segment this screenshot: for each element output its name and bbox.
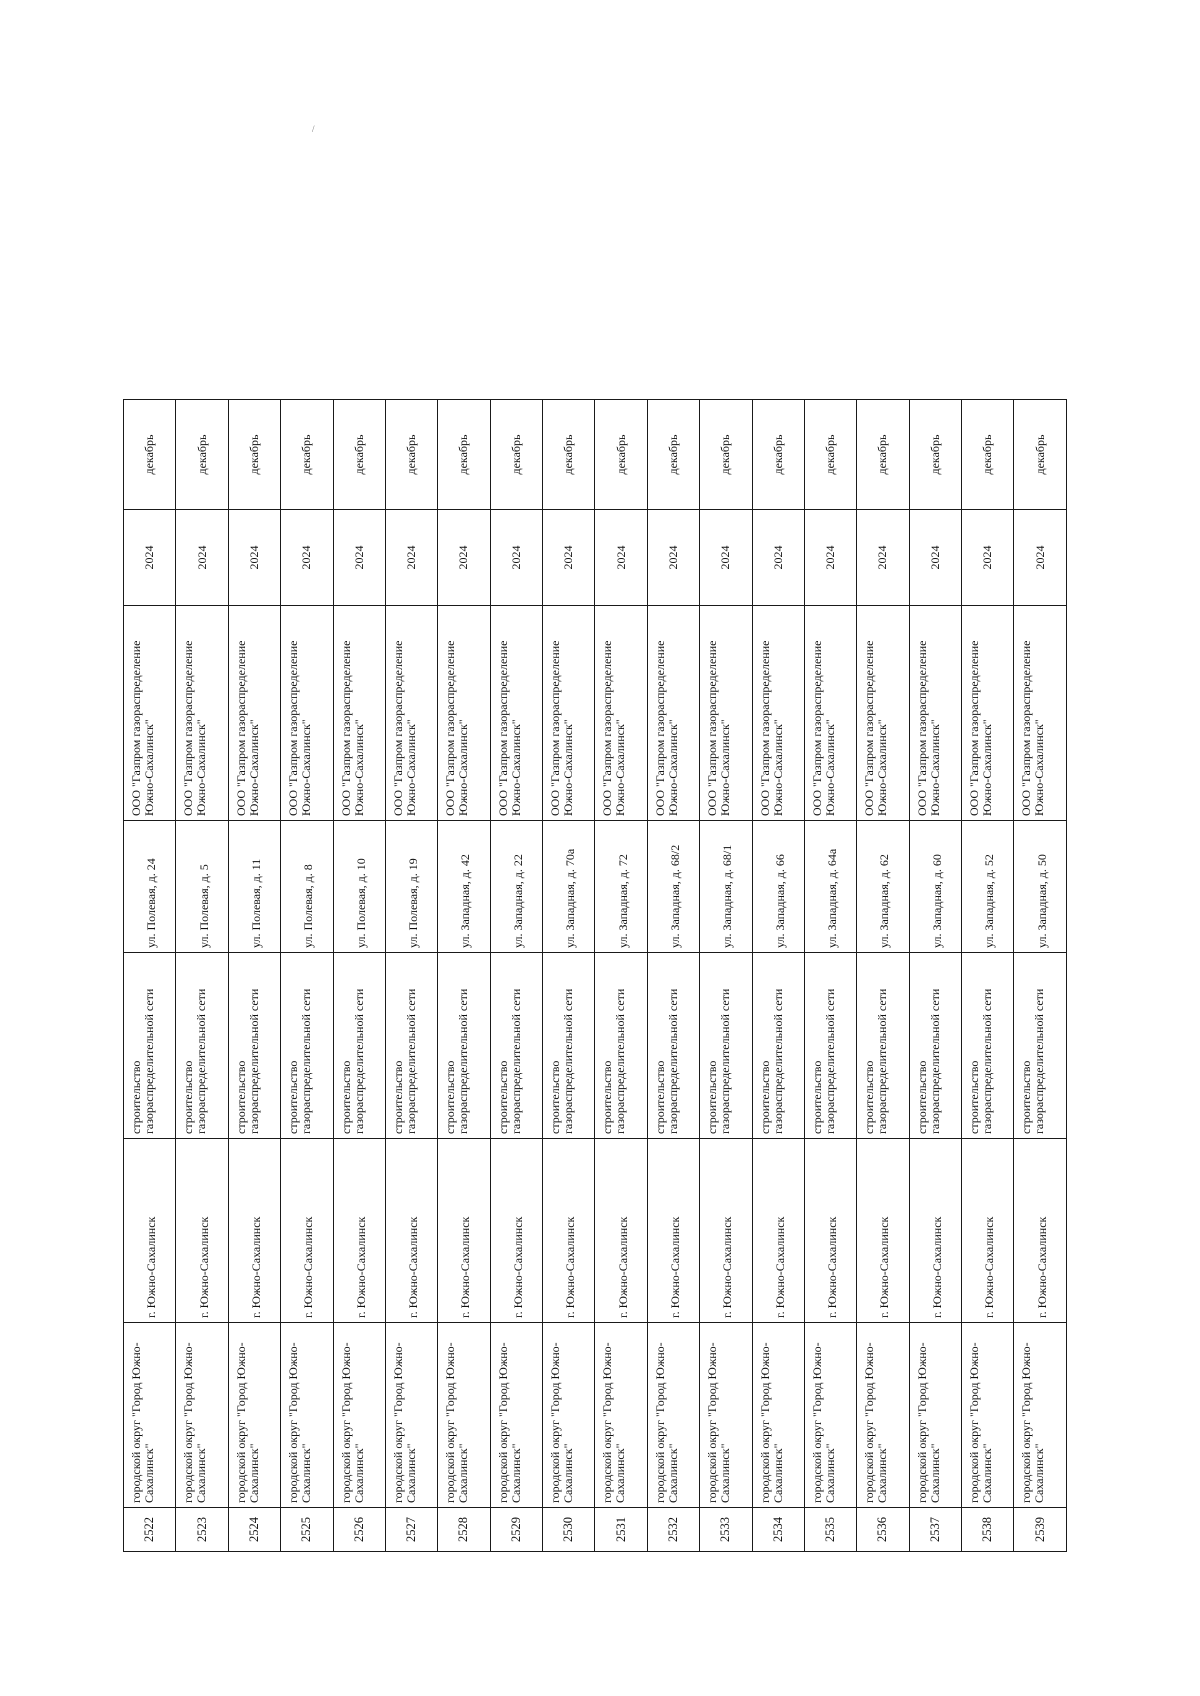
organization-cell: ООО "Газпром газораспределение Южно-Сахалинск" [752, 606, 804, 821]
year-cell: 2024 [281, 510, 333, 606]
month-cell: декабрь [595, 400, 647, 510]
month-cell: декабрь [385, 400, 437, 510]
city-cell: г. Южно-Сахалинск [281, 1139, 333, 1323]
organization-cell: ООО "Газпром газораспределение Южно-Сахалинск" [333, 606, 385, 821]
municipal-district-cell: городской округ "Город Южно-Сахалинск" [1014, 1323, 1067, 1508]
table-row [124, 400, 176, 1552]
year-cell: 2024 [595, 510, 647, 606]
address-cell: ул. Западная, д. 60 [909, 821, 961, 953]
year-cell: 2024 [385, 510, 437, 606]
row-number-cell: 2523 [176, 1508, 228, 1552]
month-cell: декабрь [281, 400, 333, 510]
work-type-cell: строительство газораспределительной сети [543, 953, 595, 1139]
work-type-cell: строительство газораспределительной сети [124, 953, 176, 1139]
year-cell: 2024 [752, 510, 804, 606]
row-number-cell: 2528 [438, 1508, 490, 1552]
row-number-cell: 2530 [543, 1508, 595, 1552]
row-number-cell: 2533 [700, 1508, 752, 1552]
address-cell: ул. Западная, д. 68/1 [700, 821, 752, 953]
city-cell: г. Южно-Сахалинск [909, 1139, 961, 1323]
table-row [1014, 400, 1067, 1552]
table-row [700, 400, 752, 1552]
address-cell: ул. Западная, д. 64а [804, 821, 856, 953]
municipal-district-cell: городской округ "Город Южно-Сахалинск" [385, 1323, 437, 1508]
row-number-cell: 2539 [1014, 1508, 1067, 1552]
municipal-district-cell: городской округ "Город Южно-Сахалинск" [804, 1323, 856, 1508]
row-number-cell: 2536 [857, 1508, 909, 1552]
row-number-cell: 2537 [909, 1508, 961, 1552]
month-cell: декабрь [857, 400, 909, 510]
address-cell: ул. Западная, д. 72 [595, 821, 647, 953]
work-type-cell: строительство газораспределительной сети [962, 953, 1014, 1139]
year-cell: 2024 [124, 510, 176, 606]
organization-cell: ООО "Газпром газораспределение Южно-Сахалинск" [281, 606, 333, 821]
month-cell: декабрь [647, 400, 699, 510]
city-cell: г. Южно-Сахалинск [962, 1139, 1014, 1323]
month-cell: декабрь [804, 400, 856, 510]
address-cell: ул. Западная, д. 68/2 [647, 821, 699, 953]
table-row [490, 400, 542, 1552]
municipal-district-cell: городской округ "Город Южно-Сахалинск" [543, 1323, 595, 1508]
municipal-district-cell: городской округ "Город Южно-Сахалинск" [228, 1323, 280, 1508]
table-row [543, 400, 595, 1552]
city-cell: г. Южно-Сахалинск [543, 1139, 595, 1323]
year-cell: 2024 [490, 510, 542, 606]
city-cell: г. Южно-Сахалинск [1014, 1139, 1067, 1323]
month-cell: декабрь [176, 400, 228, 510]
address-cell: ул. Западная, д. 22 [490, 821, 542, 953]
municipal-district-cell: городской округ "Город Южно-Сахалинск" [281, 1323, 333, 1508]
address-cell: ул. Западная, д. 62 [857, 821, 909, 953]
year-cell: 2024 [228, 510, 280, 606]
work-type-cell: строительство газораспределительной сети [333, 953, 385, 1139]
organization-cell: ООО "Газпром газораспределение Южно-Сахалинск" [543, 606, 595, 821]
organization-cell: ООО "Газпром газораспределение Южно-Сахалинск" [438, 606, 490, 821]
work-type-cell: строительство газораспределительной сети [700, 953, 752, 1139]
work-type-cell: строительство газораспределительной сети [176, 953, 228, 1139]
work-type-cell: строительство газораспределительной сети [1014, 953, 1067, 1139]
month-cell: декабрь [438, 400, 490, 510]
city-cell: г. Южно-Сахалинск [385, 1139, 437, 1323]
month-cell: декабрь [700, 400, 752, 510]
year-cell: 2024 [700, 510, 752, 606]
table-row [438, 400, 490, 1552]
year-cell: 2024 [857, 510, 909, 606]
year-cell: 2024 [438, 510, 490, 606]
year-cell: 2024 [804, 510, 856, 606]
table-row [228, 400, 280, 1552]
organization-cell: ООО "Газпром газораспределение Южно-Сахалинск" [804, 606, 856, 821]
organization-cell: ООО "Газпром газораспределение Южно-Сахалинск" [595, 606, 647, 821]
city-cell: г. Южно-Сахалинск [124, 1139, 176, 1323]
address-cell: ул. Полевая, д. 19 [385, 821, 437, 953]
year-cell: 2024 [333, 510, 385, 606]
municipal-district-cell: городской округ "Город Южно-Сахалинск" [700, 1323, 752, 1508]
work-type-cell: строительство газораспределительной сети [595, 953, 647, 1139]
month-cell: декабрь [909, 400, 961, 510]
municipal-district-cell: городской округ "Город Южно-Сахалинск" [752, 1323, 804, 1508]
row-number-cell: 2527 [385, 1508, 437, 1552]
city-cell: г. Южно-Сахалинск [228, 1139, 280, 1323]
month-cell: декабрь [543, 400, 595, 510]
address-cell: ул. Западная, д. 50 [1014, 821, 1067, 953]
table-row [752, 400, 804, 1552]
municipal-district-cell: городской округ "Город Южно-Сахалинск" [176, 1323, 228, 1508]
city-cell: г. Южно-Сахалинск [595, 1139, 647, 1323]
year-cell: 2024 [543, 510, 595, 606]
row-number-cell: 2526 [333, 1508, 385, 1552]
city-cell: г. Южно-Сахалинск [176, 1139, 228, 1323]
municipal-district-cell: городской округ "Город Южно-Сахалинск" [857, 1323, 909, 1508]
address-cell: ул. Полевая, д. 24 [124, 821, 176, 953]
row-number-cell: 2534 [752, 1508, 804, 1552]
table-row [595, 400, 647, 1552]
work-type-cell: строительство газораспределительной сети [647, 953, 699, 1139]
row-number-cell: 2525 [281, 1508, 333, 1552]
row-number-cell: 2535 [804, 1508, 856, 1552]
table-row [804, 400, 856, 1552]
city-cell: г. Южно-Сахалинск [857, 1139, 909, 1323]
organization-cell: ООО "Газпром газораспределение Южно-Сахалинск" [962, 606, 1014, 821]
table-row [176, 400, 228, 1552]
year-cell: 2024 [909, 510, 961, 606]
city-cell: г. Южно-Сахалинск [333, 1139, 385, 1323]
city-cell: г. Южно-Сахалинск [647, 1139, 699, 1323]
work-type-cell: строительство газораспределительной сети [228, 953, 280, 1139]
municipal-district-cell: городской округ "Город Южно-Сахалинск" [124, 1323, 176, 1508]
address-cell: ул. Полевая, д. 10 [333, 821, 385, 953]
address-cell: ул. Полевая, д. 5 [176, 821, 228, 953]
row-number-cell: 2529 [490, 1508, 542, 1552]
organization-cell: ООО "Газпром газораспределение Южно-Сахалинск" [857, 606, 909, 821]
municipal-district-cell: городской округ "Город Южно-Сахалинск" [647, 1323, 699, 1508]
city-cell: г. Южно-Сахалинск [804, 1139, 856, 1323]
work-type-cell: строительство газораспределительной сети [281, 953, 333, 1139]
address-cell: ул. Западная, д. 52 [962, 821, 1014, 953]
table-row [647, 400, 699, 1552]
organization-cell: ООО "Газпром газораспределение Южно-Сахалинск" [490, 606, 542, 821]
address-cell: ул. Полевая, д. 11 [228, 821, 280, 953]
row-number-cell: 2524 [228, 1508, 280, 1552]
table-row [909, 400, 961, 1552]
address-cell: ул. Западная, д. 42 [438, 821, 490, 953]
organization-cell: ООО "Газпром газораспределение Южно-Сахалинск" [700, 606, 752, 821]
municipal-district-cell: городской округ "Город Южно-Сахалинск" [909, 1323, 961, 1508]
year-cell: 2024 [962, 510, 1014, 606]
row-number-cell: 2531 [595, 1508, 647, 1552]
table-row [333, 400, 385, 1552]
month-cell: декабрь [490, 400, 542, 510]
work-type-cell: строительство газораспределительной сети [438, 953, 490, 1139]
city-cell: г. Южно-Сахалинск [752, 1139, 804, 1323]
city-cell: г. Южно-Сахалинск [438, 1139, 490, 1323]
organization-cell: ООО "Газпром газораспределение Южно-Сахалинск" [909, 606, 961, 821]
table-row [962, 400, 1014, 1552]
stray-scan-mark: / [312, 124, 315, 134]
month-cell: декабрь [1014, 400, 1067, 510]
organization-cell: ООО "Газпром газораспределение Южно-Сахалинск" [1014, 606, 1067, 821]
month-cell: декабрь [962, 400, 1014, 510]
row-number-cell: 2538 [962, 1508, 1014, 1552]
table-row [281, 400, 333, 1552]
year-cell: 2024 [176, 510, 228, 606]
month-cell: декабрь [228, 400, 280, 510]
year-cell: 2024 [1014, 510, 1067, 606]
table-body [124, 400, 1067, 1552]
work-type-cell: строительство газораспределительной сети [490, 953, 542, 1139]
row-number-cell: 2532 [647, 1508, 699, 1552]
month-cell: декабрь [124, 400, 176, 510]
city-cell: г. Южно-Сахалинск [490, 1139, 542, 1323]
gas-network-registry-table [123, 399, 1067, 1552]
organization-cell: ООО "Газпром газораспределение Южно-Сахалинск" [228, 606, 280, 821]
table-row [385, 400, 437, 1552]
municipal-district-cell: городской округ "Город Южно-Сахалинск" [438, 1323, 490, 1508]
address-cell: ул. Полевая, д. 8 [281, 821, 333, 953]
organization-cell: ООО "Газпром газораспределение Южно-Сахалинск" [647, 606, 699, 821]
address-cell: ул. Западная, д. 66 [752, 821, 804, 953]
work-type-cell: строительство газораспределительной сети [857, 953, 909, 1139]
municipal-district-cell: городской округ "Город Южно-Сахалинск" [333, 1323, 385, 1508]
organization-cell: ООО "Газпром газораспределение Южно-Сахалинск" [124, 606, 176, 821]
address-cell: ул. Западная, д. 70а [543, 821, 595, 953]
work-type-cell: строительство газораспределительной сети [909, 953, 961, 1139]
municipal-district-cell: городской округ "Город Южно-Сахалинск" [595, 1323, 647, 1508]
table-row [857, 400, 909, 1552]
municipal-district-cell: городской округ "Город Южно-Сахалинск" [490, 1323, 542, 1508]
year-cell: 2024 [647, 510, 699, 606]
municipal-district-cell: городской округ "Город Южно-Сахалинск" [962, 1323, 1014, 1508]
rotated-table-container [123, 400, 1067, 1552]
city-cell: г. Южно-Сахалинск [700, 1139, 752, 1323]
row-number-cell: 2522 [124, 1508, 176, 1552]
organization-cell: ООО "Газпром газораспределение Южно-Сахалинск" [385, 606, 437, 821]
work-type-cell: строительство газораспределительной сети [752, 953, 804, 1139]
organization-cell: ООО "Газпром газораспределение Южно-Сахалинск" [176, 606, 228, 821]
month-cell: декабрь [752, 400, 804, 510]
work-type-cell: строительство газораспределительной сети [385, 953, 437, 1139]
work-type-cell: строительство газораспределительной сети [804, 953, 856, 1139]
month-cell: декабрь [333, 400, 385, 510]
